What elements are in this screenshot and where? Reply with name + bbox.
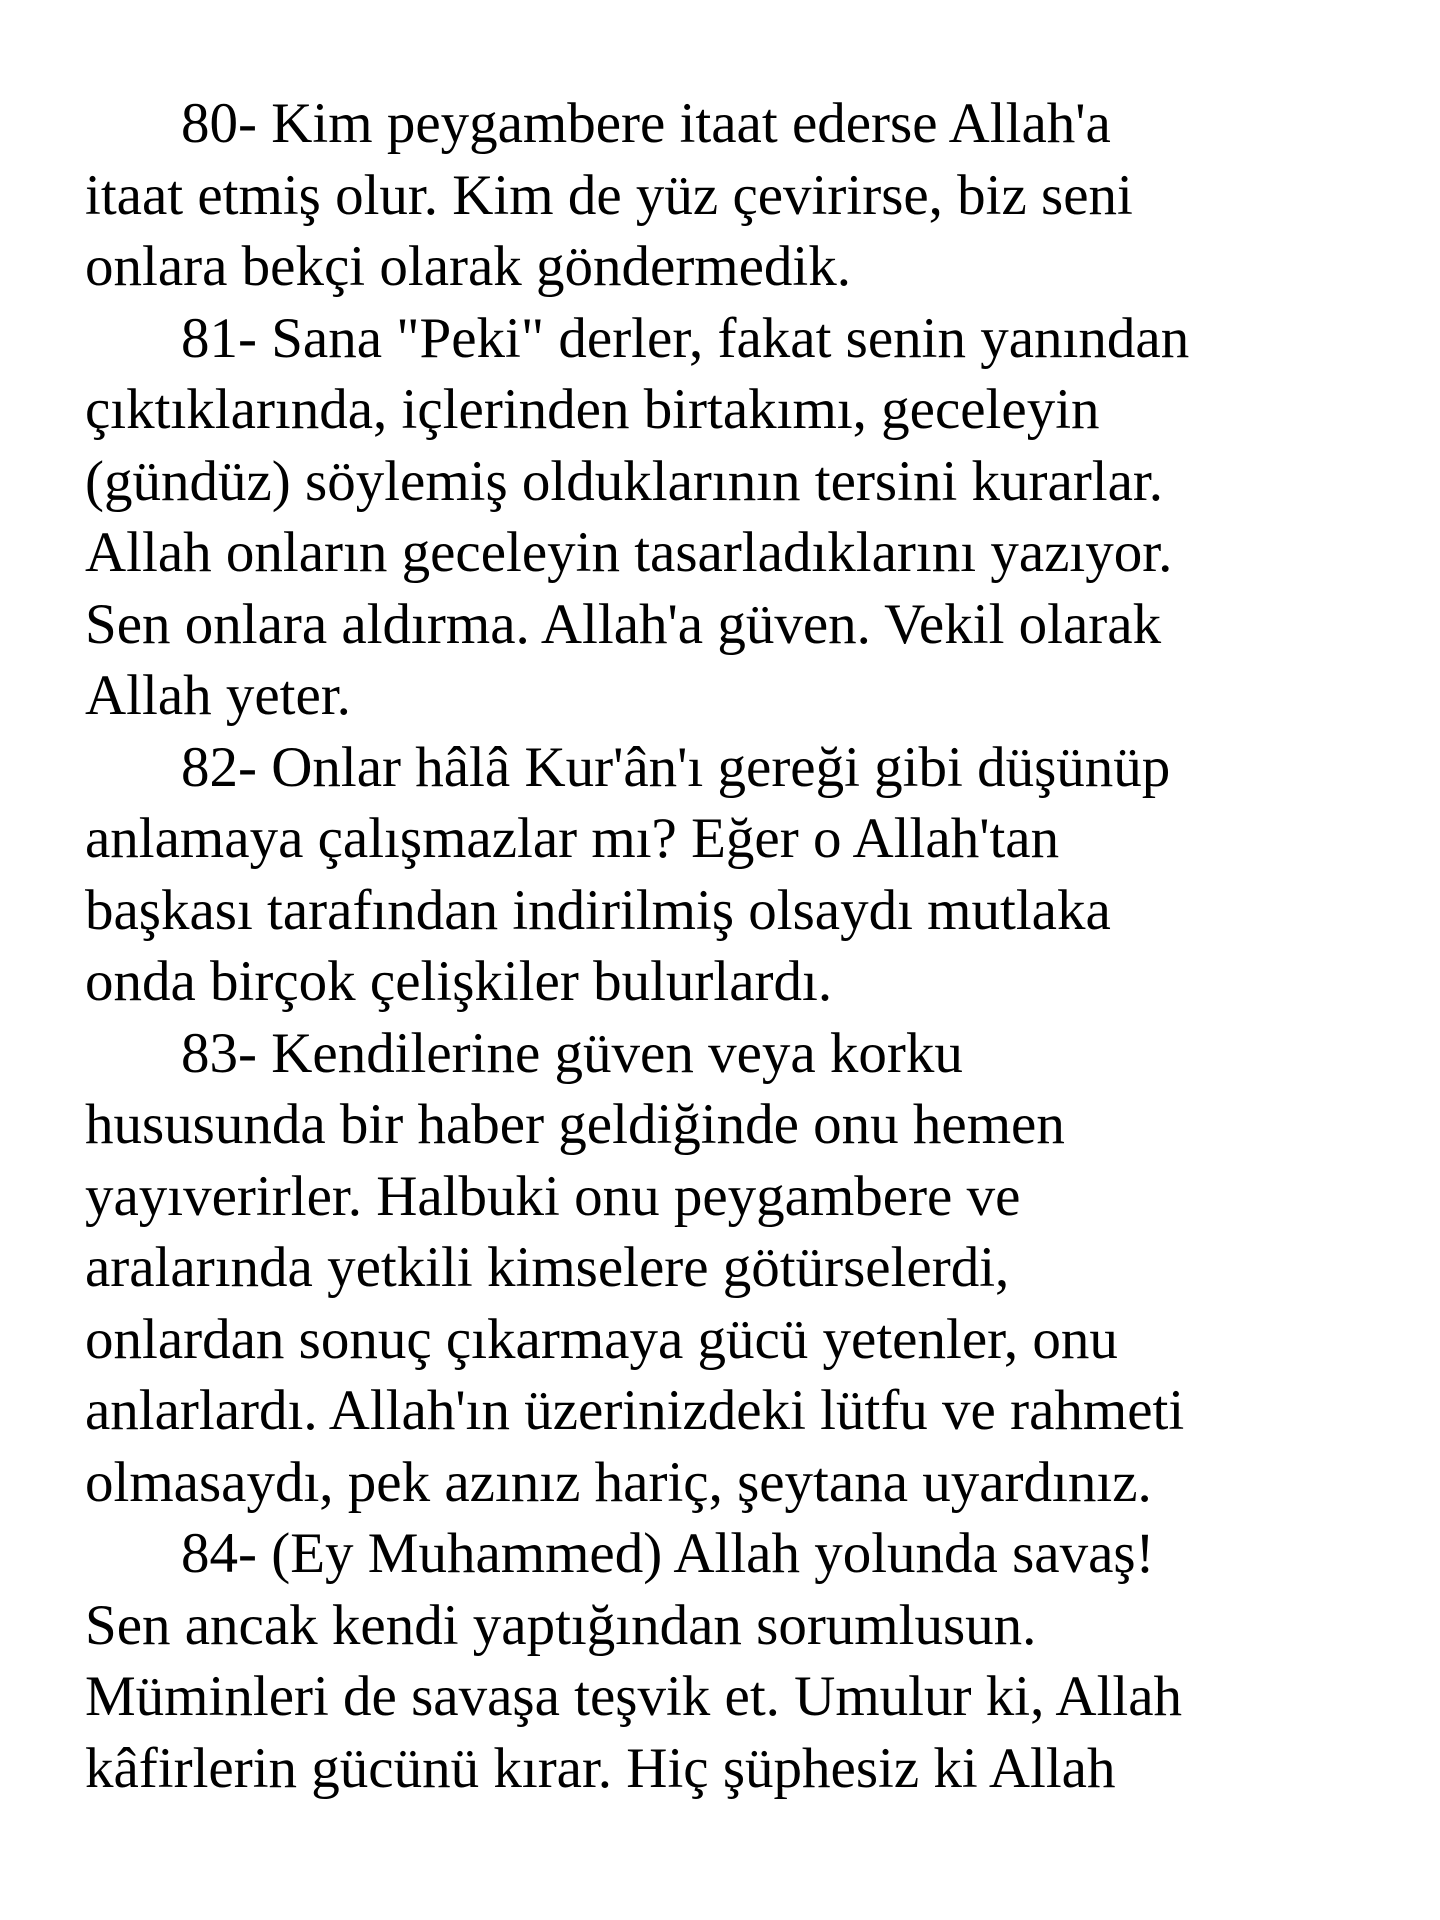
document-page (85, 88, 1375, 1804)
text-line: aralarında yetkili kimselere götürselerdi, (85, 1236, 1010, 1299)
text-line: olmasaydı, pek azınız hariç, şeytana uyardınız. (85, 1450, 1152, 1514)
text-line: onlardan sonuç çıkarmaya gücü yetenler, onu (85, 1307, 1118, 1371)
text-line: Sen onlara aldırma. Allah'a güven. Vekil olarak (85, 592, 1162, 656)
text-line: anlarlardı. Allah'ın üzerinizdeki lütfu ve rahmeti (85, 1379, 1185, 1442)
text-line: itaat etmiş olur. Kim de yüz çevirirse, biz seni (85, 163, 1133, 227)
text-line: 82- Onlar hâlâ Kur'ân'ı gereği gibi düşünüp (181, 735, 1171, 799)
text-line: Allah onların geceleyin tasarladıklarını yazıyor. (85, 521, 1173, 584)
text-line: başkası tarafından indirilmiş olsaydı mutlaka (85, 878, 1111, 942)
text-line: yayıverirler. Halbuki onu peygambere ve (85, 1164, 1021, 1228)
text-line: anlamaya çalışmazlar mı? Eğer o Allah'tan (85, 807, 1060, 870)
text-line: onlara bekçi olarak göndermedik. (85, 235, 852, 298)
text-line: çıktıklarında, içlerinden birtakımı, geceleyin (85, 378, 1100, 441)
text-line: hususunda bir haber geldiğinde onu hemen (85, 1093, 1065, 1156)
text-line: 83- Kendilerine güven veya korku (181, 1021, 963, 1085)
text-line: onda birçok çelişkiler bulurlardı. (85, 950, 833, 1013)
text-line: Allah yeter. (85, 664, 351, 727)
text-line: (gündüz) söylemiş olduklarının tersini kurarlar. (85, 449, 1164, 513)
text-line: 81- Sana "Peki" derler, fakat senin yanından (181, 306, 1190, 370)
text-line: Müminleri de savaşa teşvik et. Umulur ki, Allah (85, 1665, 1183, 1728)
text-line: 80- Kim peygambere itaat ederse Allah'a (181, 92, 1111, 155)
text-line: kâfirlerin gücünü kırar. Hiç şüphesiz ki Allah (85, 1736, 1116, 1800)
text-line: Sen ancak kendi yaptığından sorumlusun. (85, 1593, 1037, 1657)
text-line: 84- (Ey Muhammed) Allah yolunda savaş! (181, 1522, 1155, 1585)
